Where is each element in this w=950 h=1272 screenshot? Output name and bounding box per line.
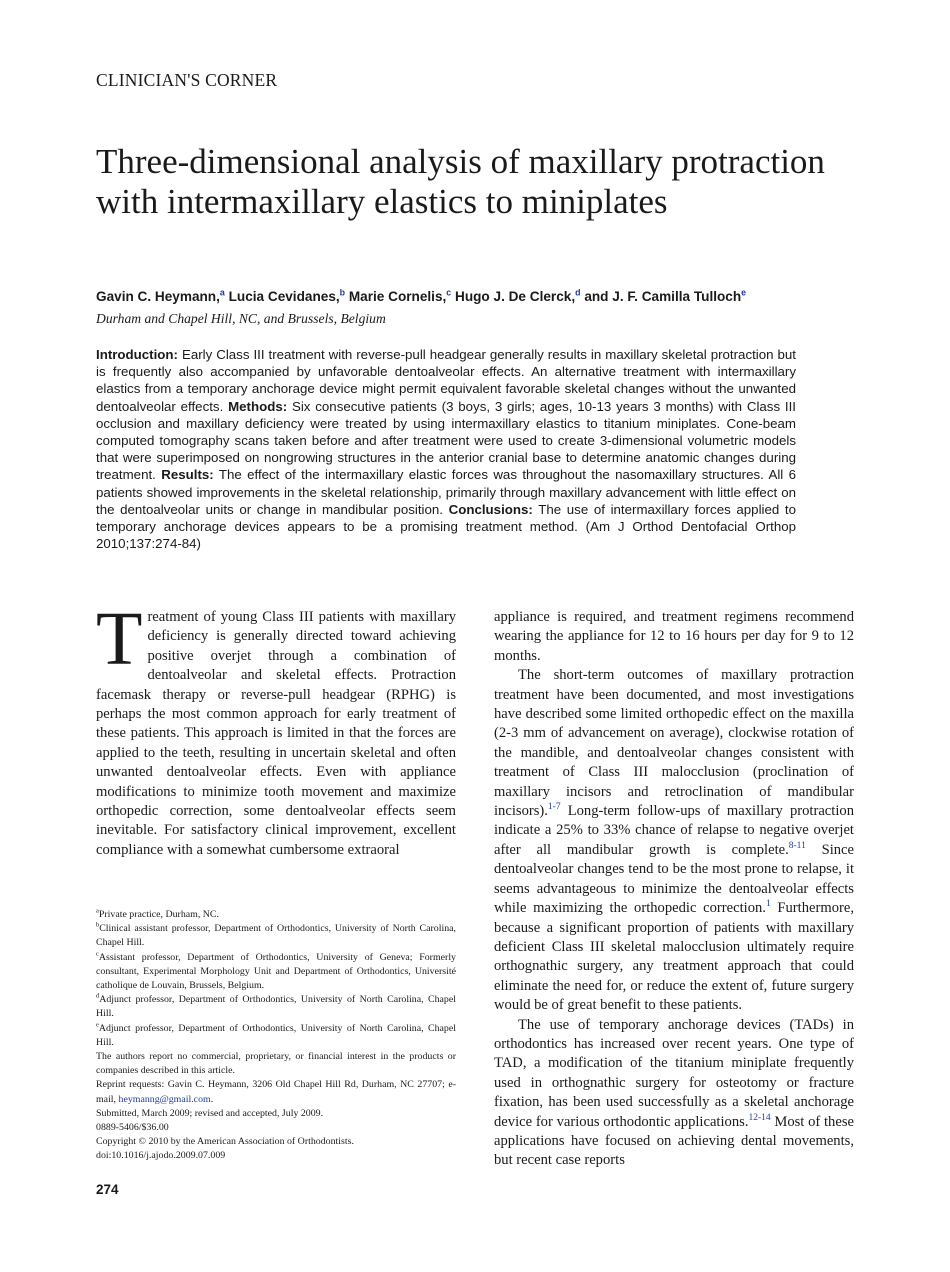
author-mark[interactable]: d — [575, 287, 581, 298]
footnote: $^c$Assistant professor, Department of Orthodontics, University of Geneva; Formerly consultant, Experimental Morphology Unit and Department of Orthodontics, Université catholique de Louvain, Brussels, Belgium. — [96, 950, 456, 992]
abstract-conclusions-label: Conclusions: — [448, 501, 533, 517]
abstract-conclusions-text: The use of intermaxillary forces applied to temporary anchorage devices appears to be a promising treatment method. (Am J Orthod Dentofacial Orthop 2010;137:274-84) — [96, 501, 796, 552]
footnote: $^e$Adjunct professor, Department of Orthodontics, University of North Carolina, Chapel Hill. — [96, 1021, 456, 1048]
abstract-intro-label: Introduction: — [96, 347, 178, 362]
body-text: reatment of young Class III patients with maxillary deficiency is generally directed toward achieving positive overjet through a combination of dentoalveolar and skeletal effects. Protraction facemask therapy or reverse-pull headgear (RPHG) is perhaps the most common approach for early treatment of these patients. This approach is limited in that the forces are applied to the teeth, resulting in uncertain skeletal and often unwanted dentoalveolar effects. Even with appliance modifications to minimize tooth movement and maximize orthopedic correction, some dentoalveolar effects seem inevitable. For satisfactory clinical improvement, excellent compliance with a somewhat cumbersome extraoral — [96, 609, 456, 858]
author-mark[interactable]: e — [741, 287, 747, 298]
abstract-intro-text: Early Class III treatment with reverse-pull headgear generally results in maxillary skeletal protraction but is frequently also accompanied by unfavorable dentoalveolar effects. An alternative treatment with intermaxillary elastics from a temporary anchorage device might permit equivalent favorable skeletal changes without the unwanted dentoalveolar effects. — [96, 347, 796, 414]
citation-link[interactable]: 1 — [765, 899, 771, 910]
citation-link[interactable]: 12-14 — [748, 1112, 771, 1123]
body-text: Furthermore, because a significant proportion of patients with maxillary deficient Class III skeletal malocclusion ultimately require orthognathic surgery, any treatment approach that could eliminate the need for, or reduce the extent of, future surgery would be of great benefit to these patients. — [494, 900, 854, 1014]
disclosure-note: The authors report no commercial, proprietary, or financial interest in the products or companies described in this article. — [96, 1051, 456, 1077]
doi: doi:10.1016/j.ajodo.2009.07.009 — [96, 1150, 226, 1162]
submission-dates: Submitted, March 2009; revised and accepted, July 2009. — [96, 1107, 324, 1119]
author-list — [96, 289, 876, 304]
body-text: Since dentoalveolar changes tend to be the most prone to relapse, it seems advantageous to minimize the dentoalveolar effects while maximizing the orthopedic correction. — [494, 841, 854, 917]
author-mark[interactable]: c — [446, 287, 452, 298]
citation-link[interactable]: 1-7 — [547, 802, 561, 813]
email-link[interactable]: heymanng@gmail.com — [118, 1093, 211, 1105]
abstract-results-label: Results: — [161, 467, 214, 483]
body-paragraph — [494, 1016, 854, 1171]
author-name: Hugo J. De Clerck, — [455, 289, 576, 304]
article-title: Three-dimensional analysis of maxillary protraction with intermaxillary elastics to miniplates — [96, 142, 825, 221]
body-text: Most of these applications have focused on achieving dental movements, but recent case reports — [494, 1113, 854, 1169]
footnote: $^a$Private practice, Durham, NC. — [96, 907, 219, 920]
author-name: Gavin C. Heymann, — [96, 289, 220, 304]
body-paragraph-continued: appliance is required, and treatment regimens recommend wearing the appliance for 12 to 16 hours per day for 9 to 12 months. — [494, 609, 854, 664]
body-paragraph — [494, 666, 854, 1015]
affiliation: Durham and Chapel Hill, NC, and Brussels, Belgium — [96, 311, 386, 326]
author-name: Marie Cornelis, — [348, 289, 447, 304]
footnote: $^b$Clinical assistant professor, Department of Orthodontics, University of North Carolina, Chapel Hill. — [96, 921, 456, 949]
body-column-right-content — [494, 608, 854, 1171]
body-text: Long-term follow-ups of maxillary protraction indicate a 25% to 33% chance of relapse to negative overjet after all mandibular growth is complete. — [494, 803, 854, 858]
issn: 0889-5406/$36.00 — [96, 1122, 169, 1134]
copyright: Copyright © 2010 by the American Association of Orthodontists. — [96, 1136, 354, 1148]
body-text: The use of temporary anchorage devices (TADs) in orthodontics has increased over recent years. One type of TAD, a modification of the titanium miniplate frequently used in orthognathic surgery for osteotomy or fracture fixation, has been used successfully as a skeletal anchorage device for various orthodontic applications. — [494, 1016, 854, 1130]
abstract-methods-text: Six consecutive patients (3 boys, 3 girls; ages, 10-13 years 3 months) with Class III occlusion and maxillary deficiency were treated by using intermaxillary elastics to titanium miniplates. Cone-beam computed tomography scans taken before and after treatment were used to create 3-dimensional volumetric models that were superimposed on nongrowing structures in the anterior cranial base to determine anatomic changes during treatment. — [96, 398, 796, 483]
abstract-results-text: The effect of the intermaxillary elastic forces was throughout the nasomaxillary structures. All 6 patients showed improvements in the skeletal relationship, primarily through maxillary advancement with little effect on the dentoalveolar units or change in mandibular position. — [96, 467, 796, 517]
abstract — [96, 346, 796, 552]
section-label: CLINICIAN'S CORNER — [96, 70, 278, 90]
page-number: 274 — [96, 1182, 119, 1197]
reprint-note: Reprint requests: Gavin C. Heymann, 3206 Old Chapel Hill Rd, Durham, NC 27707; e-mail, heymanng@gmail.com. — [96, 1079, 456, 1105]
drop-cap: T — [96, 597, 143, 681]
author-mark[interactable]: b — [339, 287, 346, 298]
abstract-methods-label: Methods: — [228, 398, 288, 414]
body-column-left — [96, 597, 456, 860]
footnotes — [96, 908, 456, 1164]
author-name: and J. F. Camilla Tulloch — [584, 289, 742, 304]
author-name: Lucia Cevidanes, — [228, 289, 340, 304]
citation-link[interactable]: 8-11 — [788, 841, 806, 852]
author-mark[interactable]: a — [219, 287, 225, 298]
body-text: The short-term outcomes of maxillary protraction treatment have been documented, and most investigations have described some limited orthopedic effect on the maxilla (2-3 mm of advancement on average), clockwise rotation of the mandible, and dentoalveolar changes consistent with treatment of Class III malocclusion (proclination of maxillary incisors and retroclination of mandibular incisors). — [494, 667, 854, 820]
body-paragraph — [96, 597, 456, 860]
footnote: $^d$Adjunct professor, Department of Orthodontics, University of North Carolina, Chapel Hill. — [96, 992, 456, 1020]
